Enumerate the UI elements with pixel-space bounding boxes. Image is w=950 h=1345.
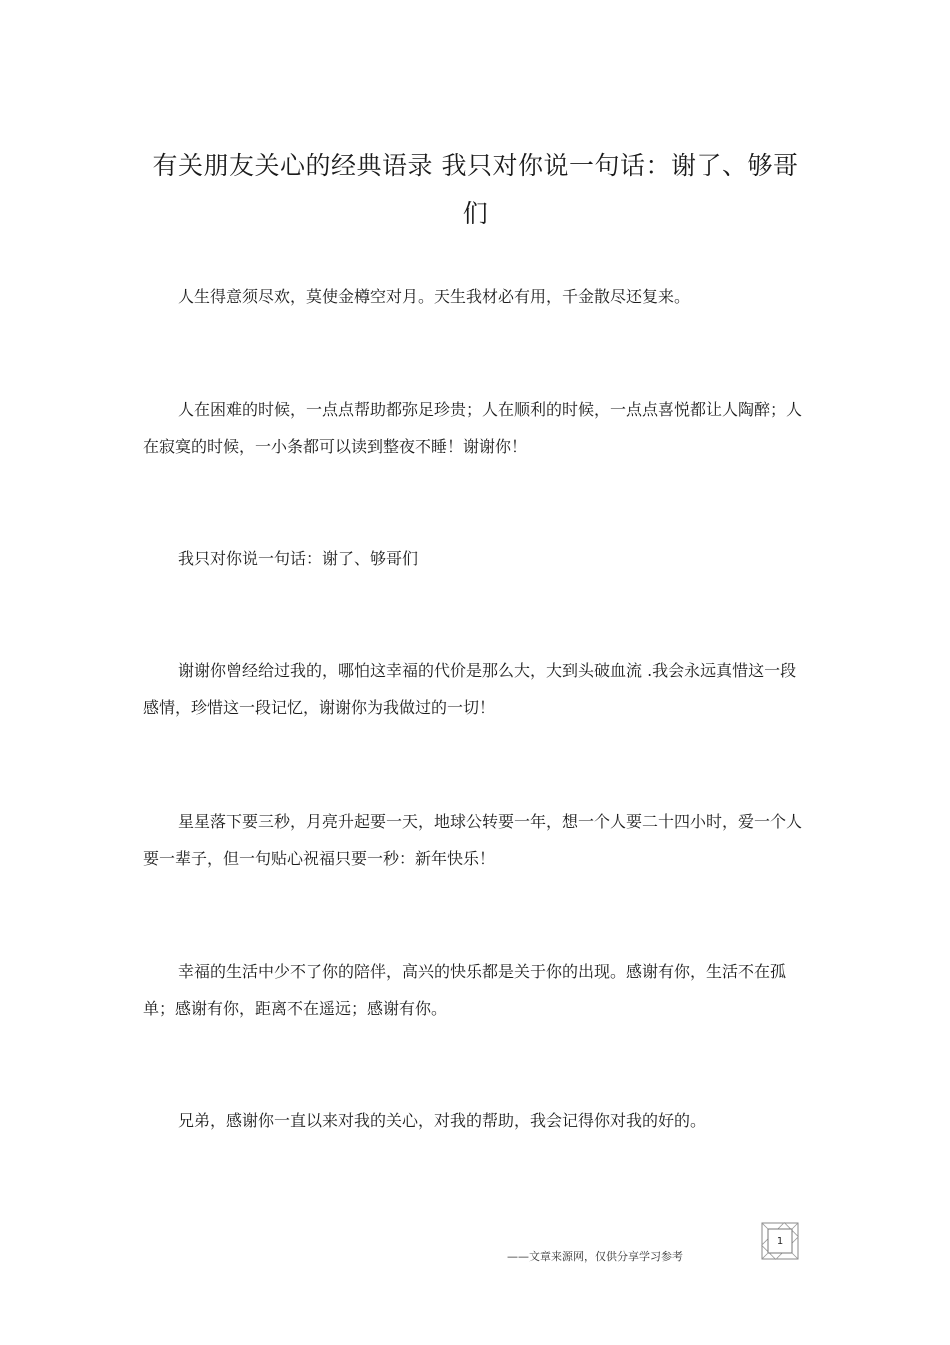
paragraph-6: 幸福的生活中少不了你的陪伴，高兴的快乐都是关于你的出现。感谢有你，生活不在孤单；感谢有你，距离不在遥远；感谢有你。 bbox=[143, 962, 787, 1018]
page-title: 有关朋友关心的经典语录 我只对你说一句话：谢了、够哥们 bbox=[152, 151, 799, 228]
paragraph-2: 人在困难的时候，一点点帮助都弥足珍贵；人在顺利的时候，一点点喜悦都让人陶醉；人在寂寞的时候，一小条都可以读到整夜不睡！谢谢你！ bbox=[143, 400, 803, 456]
paragraph-4: 谢谢你曾经给过我的，哪怕这幸福的代价是那么大，大到头破血流 .我会永远真惜这一段感情，珍惜这一段记忆，谢谢你为我做过的一切！ bbox=[143, 661, 797, 717]
page-number: 1 bbox=[776, 1236, 784, 1247]
paragraph-7: 兄弟，感谢你一直以来对我的关心，对我的帮助，我会记得你对我的好的。 bbox=[178, 1111, 707, 1130]
footer-source-note: ——文章来源网，仅供分享学习参考 bbox=[507, 1250, 683, 1263]
paragraph-1: 人生得意须尽欢，莫使金樽空对月。天生我材必有用，千金散尽还复来。 bbox=[178, 287, 691, 306]
paragraph-5: 星星落下要三秒，月亮升起要一天，地球公转要一年，想一个人要二十四小时，爱一个人要一辈子，但一句贴心祝福只要一秒：新年快乐！ bbox=[143, 812, 803, 868]
paragraph-3: 我只对你说一句话：谢了、够哥们 bbox=[178, 549, 419, 568]
